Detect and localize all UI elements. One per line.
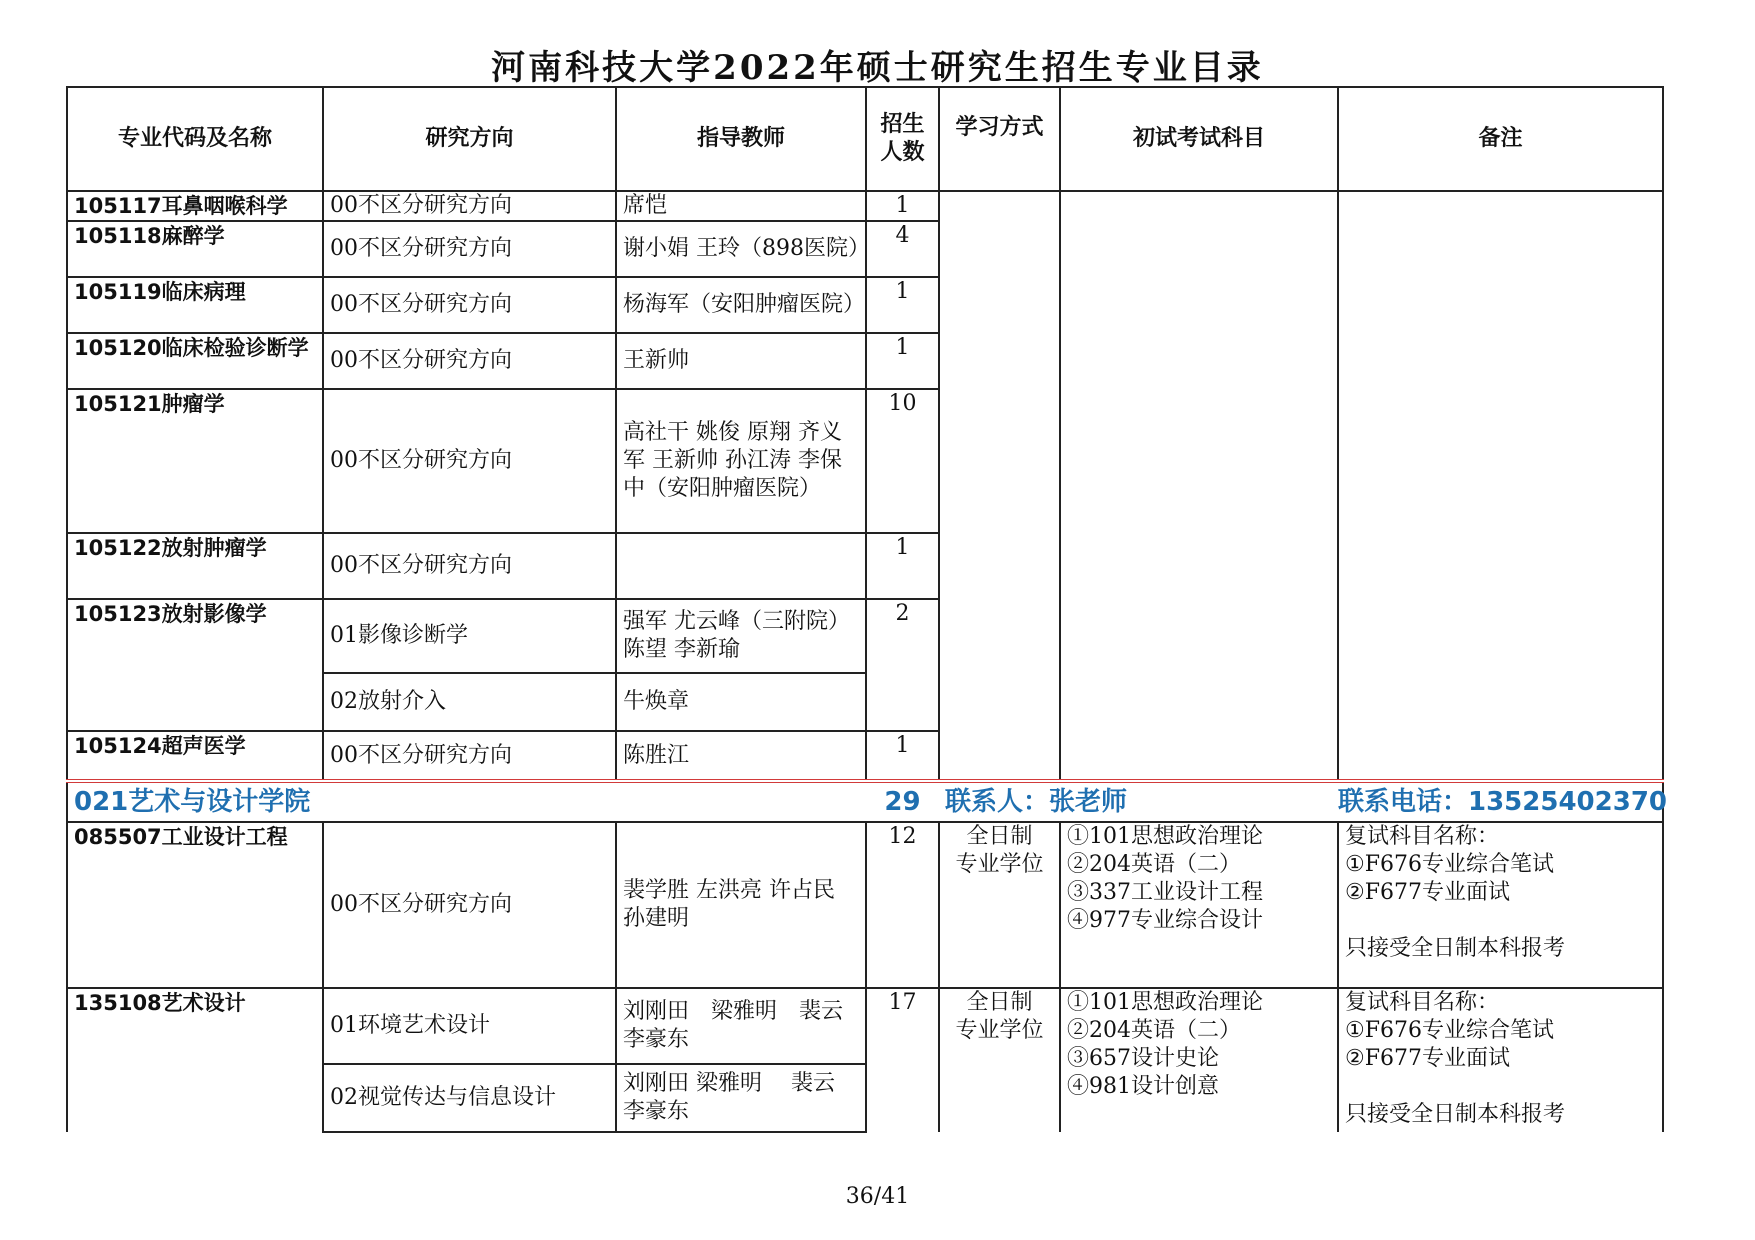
header-code: 专业代码及名称 [67, 87, 323, 191]
quota: 1 [866, 191, 939, 221]
supervisor: 杨海军（安阳肿瘤医院） [616, 277, 866, 333]
note-line: 只接受全日制本科报考 [1345, 936, 1566, 961]
exam-subject: ①101思想政治理论 [1067, 990, 1263, 1015]
quota: 1 [866, 533, 939, 599]
supervisor: 强军 尤云峰（三附院）陈望 李新瑜 [616, 599, 866, 673]
page-title: 河南科技大学2022年硕士研究生招生专业目录 [491, 48, 1264, 88]
exam-subjects [1060, 988, 1338, 1132]
header-quota-line1: 招生 [880, 112, 925, 137]
supervisor: 牛焕章 [616, 673, 866, 731]
major-name: 105123放射影像学 [67, 599, 323, 731]
quota: 12 [866, 822, 939, 988]
quota: 17 [866, 988, 939, 1132]
header-direction: 研究方向 [323, 87, 616, 191]
notes [1338, 822, 1663, 988]
quota: 10 [866, 389, 939, 533]
note-line: ①F676专业综合笔试 [1345, 1018, 1554, 1043]
exam-subject: ②204英语（二） [1067, 852, 1241, 877]
note-line: 复试科目名称： [1345, 990, 1500, 1015]
supervisor: 刘刚田 梁雅明 裴云 李豪东 [616, 988, 866, 1064]
major-name: 085507工业设计工程 [67, 822, 323, 988]
table-row [67, 191, 1663, 221]
note-line: 只接受全日制本科报考 [1345, 1102, 1566, 1127]
supervisor: 裴学胜 左洪亮 许占民 孙建明 [616, 822, 866, 988]
quota: 2 [866, 599, 939, 731]
study-mode [939, 988, 1060, 1132]
exam-subject: ②204英语（二） [1067, 1018, 1241, 1043]
college-quota: 29 [866, 781, 939, 822]
note-line: ②F677专业面试 [1345, 880, 1510, 905]
supervisor [616, 533, 866, 599]
college-phone: 联系电话：13525402370 [1338, 781, 1663, 822]
header-quota-line2: 人数 [880, 140, 925, 165]
exam-subjects [1060, 822, 1338, 988]
research-direction: 00不区分研究方向 [323, 191, 616, 221]
research-direction: 00不区分研究方向 [323, 822, 616, 988]
exam-subject: ③657设计史论 [1067, 1046, 1219, 1071]
major-name: 105117耳鼻咽喉科学 [67, 191, 323, 221]
header-quota [866, 87, 939, 191]
note-line: ②F677专业面试 [1345, 1046, 1510, 1071]
study-mode-line1: 全日制 [966, 824, 1033, 849]
major-name: 105119临床病理 [67, 277, 323, 333]
major-name: 105121肿瘤学 [67, 389, 323, 533]
major-name: 135108艺术设计 [67, 988, 323, 1132]
research-direction: 00不区分研究方向 [323, 333, 616, 389]
study-mode-line2: 专业学位 [955, 852, 1044, 877]
header-mode: 学习方式 [939, 87, 1060, 191]
header-note: 备注 [1338, 87, 1663, 191]
header-teacher: 指导教师 [616, 87, 866, 191]
mode-blank [939, 191, 1060, 781]
research-direction: 02放射介入 [323, 673, 616, 731]
research-direction: 00不区分研究方向 [323, 533, 616, 599]
note-line: 复试科目名称： [1345, 824, 1500, 849]
study-mode-line2: 专业学位 [955, 1018, 1044, 1043]
exam-subject: ④981设计创意 [1067, 1074, 1219, 1099]
table-row [67, 822, 1663, 988]
research-direction: 00不区分研究方向 [323, 221, 616, 277]
quota: 1 [866, 277, 939, 333]
exam-subject: ④977专业综合设计 [1067, 908, 1263, 933]
quota: 1 [866, 731, 939, 781]
quota: 4 [866, 221, 939, 277]
supervisor: 高社干 姚俊 原翔 齐义军 王新帅 孙江涛 李保中（安阳肿瘤医院） [616, 389, 866, 533]
college-name: 021艺术与设计学院 [67, 781, 866, 822]
supervisor: 刘刚田 梁雅明 裴云 李豪东 [616, 1064, 866, 1132]
major-name: 105122放射肿瘤学 [67, 533, 323, 599]
major-name: 105120临床检验诊断学 [67, 333, 323, 389]
research-direction: 01影像诊断学 [323, 599, 616, 673]
study-mode [939, 822, 1060, 988]
research-direction: 00不区分研究方向 [323, 731, 616, 781]
quota: 1 [866, 333, 939, 389]
note-blank [1338, 191, 1663, 781]
table-row [67, 988, 1663, 1064]
catalog-table [66, 86, 1667, 1133]
supervisor: 谢小娟 王玲（898医院） [616, 221, 866, 277]
major-name: 105118麻醉学 [67, 221, 323, 277]
research-direction: 00不区分研究方向 [323, 277, 616, 333]
page-number: 36/41 [845, 1184, 910, 1209]
notes [1338, 988, 1663, 1132]
research-direction: 01环境艺术设计 [323, 988, 616, 1064]
header-row [67, 87, 1663, 191]
major-name: 105124超声医学 [67, 731, 323, 781]
supervisor: 陈胜江 [616, 731, 866, 781]
college-contact: 联系人：张老师 [939, 781, 1338, 822]
study-mode-line1: 全日制 [966, 990, 1033, 1015]
note-line: ①F676专业综合笔试 [1345, 852, 1554, 877]
exam-subject: ①101思想政治理论 [1067, 824, 1263, 849]
exam-subject: ③337工业设计工程 [1067, 880, 1263, 905]
exam-blank [1060, 191, 1338, 781]
header-exam: 初试考试科目 [1060, 87, 1338, 191]
research-direction: 00不区分研究方向 [323, 389, 616, 533]
supervisor: 王新帅 [616, 333, 866, 389]
supervisor: 席恺 [616, 191, 866, 221]
research-direction: 02视觉传达与信息设计 [323, 1064, 616, 1132]
college-row [67, 781, 1663, 822]
